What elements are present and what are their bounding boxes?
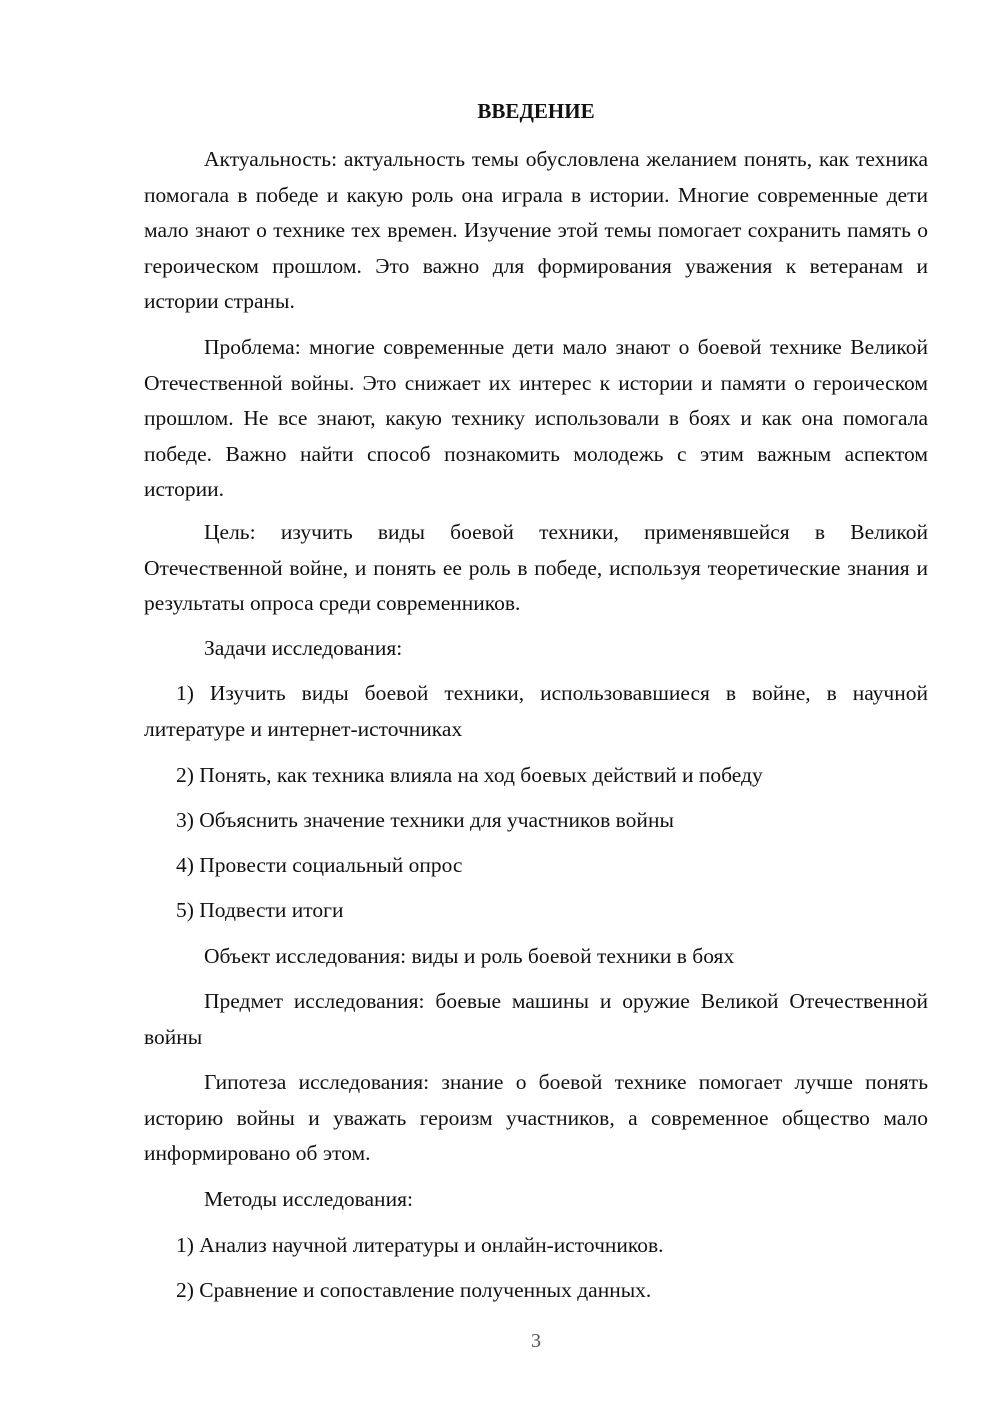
task-item: 3) Объяснить значение техники для участников войны bbox=[176, 808, 674, 832]
methods-heading: Методы исследования: bbox=[204, 1187, 413, 1211]
paragraph-object: Объект исследования: виды и роль боевой техники в боях bbox=[204, 944, 735, 968]
task-item: 4) Провести социальный опрос bbox=[176, 853, 463, 877]
paragraph-hypothesis: Гипотеза исследования: знание о боевой технике помогает лучше понять историю войны и уважать героизм участников, а современное общество мало информировано об этом. bbox=[144, 1070, 928, 1165]
paragraph-goal: Цель: изучить виды боевой техники, применявшейся в Великой Отечественной войне, и понять ее роль в победе, используя теоретические знания и результаты опроса среди современников. bbox=[144, 520, 928, 615]
task-item: 1) Изучить виды боевой техники, использовавшиеся в войне, в научной литературе и интернет-источниках bbox=[144, 681, 928, 741]
page-number: 3 bbox=[531, 1330, 541, 1352]
tasks-heading: Задачи исследования: bbox=[204, 636, 403, 660]
section-title: ВВЕДЕНИЕ bbox=[477, 99, 595, 123]
task-item: 5) Подвести итоги bbox=[176, 898, 344, 922]
method-item: 1) Анализ научной литературы и онлайн-источников. bbox=[176, 1233, 664, 1257]
task-item: 2) Понять, как техника влияла на ход боевых действий и победу bbox=[176, 763, 763, 787]
method-item: 2) Сравнение и сопоставление полученных данных. bbox=[176, 1278, 652, 1302]
paragraph-problem: Проблема: многие современные дети мало знают о боевой технике Великой Отечественной войны. Это снижает их интерес к истории и памяти о героическом прошлом. Не все знают, какую технику использовали в боях и как она помогала победе. Важно найти способ познакомить молодежь с этим важным аспектом истории. bbox=[144, 335, 928, 501]
paragraph-relevance: Актуальность: актуальность темы обусловлена желанием понять, как техника помогала в победе и какую роль она играла в истории. Многие современные дети мало знают о технике тех времен. Изучение этой темы помогает сохранить память о героическом прошлом. Это важно для формирования уважения к ветеранам и истории страны. bbox=[144, 147, 928, 313]
paragraph-subject: Предмет исследования: боевые машины и оружие Великой Отечественной войны bbox=[144, 989, 928, 1049]
